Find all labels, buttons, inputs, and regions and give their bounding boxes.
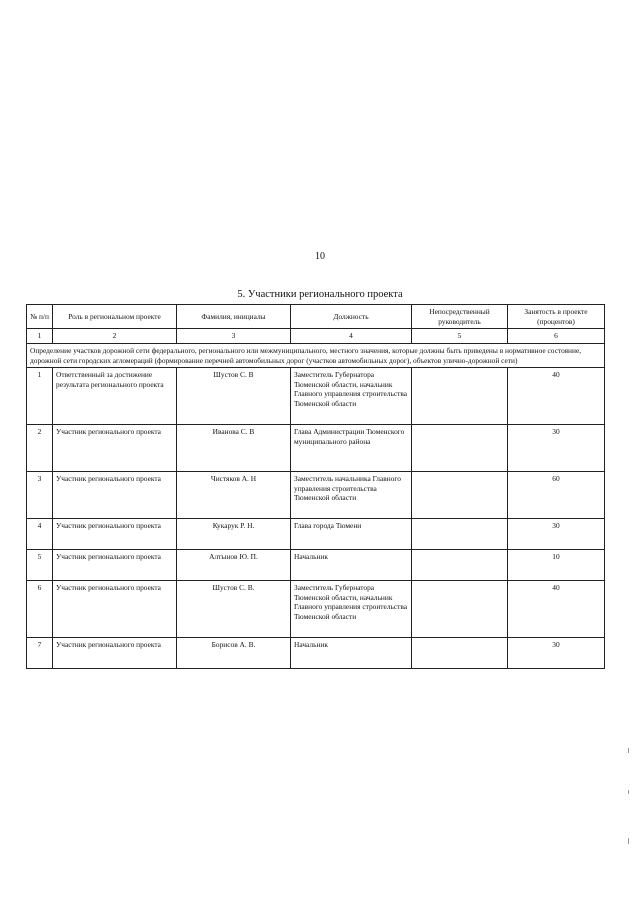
row-position: Заместитель Губернатора Тюменской области, начальник Главного управления строительства Тюменской области [291,581,412,638]
row-manager [412,425,508,472]
row-number: 6 [27,581,53,638]
table-row [27,368,605,425]
row-number: 2 [27,425,53,472]
column-number: 5 [412,329,508,344]
column-number: 3 [177,329,291,344]
row-name: Иванова С. В [177,425,291,472]
section-title: 5. Участники регионального проекта [237,289,403,300]
row-position: Глава города Тюмени [291,519,412,550]
scan-speck [628,838,629,844]
row-percent: 30 [508,638,605,669]
group-row [27,343,605,367]
row-percent: 40 [508,368,605,425]
header-row [27,305,605,329]
table-row [27,519,605,550]
row-position: Глава Администрации Тюменского муниципального района [291,425,412,472]
column-number-row [27,329,605,344]
row-percent: 60 [508,472,605,519]
participants-table [26,304,605,669]
row-percent: 10 [508,550,605,581]
column-number: 4 [291,329,412,344]
header-role: Роль в региональном проекте [53,305,177,329]
row-position: Заместитель начальника Главного управления строительства Тюменской области [291,472,412,519]
row-number: 4 [27,519,53,550]
row-name: Алтынов Ю. П. [177,550,291,581]
row-percent: 30 [508,425,605,472]
row-manager [412,472,508,519]
table-row [27,472,605,519]
scan-speck [628,748,629,753]
table-row [27,425,605,472]
row-role: Участник регионального проекта [53,519,177,550]
column-number: 2 [53,329,177,344]
column-number: 1 [27,329,53,344]
row-role: Участник регионального проекта [53,472,177,519]
row-role: Участник регионального проекта [53,638,177,669]
header-percent: Занятость в проекте (процентов) [508,305,605,329]
row-role: Участник регионального проекта [53,581,177,638]
header-manager: Непосредственный руководитель [412,305,508,329]
row-manager [412,519,508,550]
table-row [27,638,605,669]
page-number: 10 [315,251,325,262]
row-position: Заместитель Губернатора Тюменской области, начальник Главного управления строительства Тюменской области [291,368,412,425]
row-percent: 30 [508,519,605,550]
column-number: 6 [508,329,605,344]
header-position: Должность [291,305,412,329]
row-name: Чистяков А. Н [177,472,291,519]
row-position: Начальник [291,550,412,581]
row-manager [412,368,508,425]
row-role: Участник регионального проекта [53,550,177,581]
row-role: Участник регионального проекта [53,425,177,472]
row-number: 5 [27,550,53,581]
table-row [27,550,605,581]
table-row [27,581,605,638]
row-manager [412,638,508,669]
header-name: Фамилия, инициалы [177,305,291,329]
row-role: Ответственный за достижение результата регионального проекта [53,368,177,425]
row-percent: 40 [508,581,605,638]
row-number: 3 [27,472,53,519]
row-position: Начальник [291,638,412,669]
group-title: Определение участков дорожной сети федерального, регионального или межмуниципального, местного значения, которые должны быть приведены в нормативное состояние, дорожной сети городских агломераций (формирование перечней автомобильных дорог (участков автомобильных дорог), объектов улично-дорожной сети) [27,343,605,367]
row-name: Кукарук Р. Н. [177,519,291,550]
row-number: 7 [27,638,53,669]
scan-speck [628,790,629,794]
row-number: 1 [27,368,53,425]
header-number: № п/п [27,305,53,329]
row-name: Шустов С. В. [177,581,291,638]
row-manager [412,581,508,638]
row-name: Шустов С. В [177,368,291,425]
row-manager [412,550,508,581]
row-name: Борисов А. В. [177,638,291,669]
